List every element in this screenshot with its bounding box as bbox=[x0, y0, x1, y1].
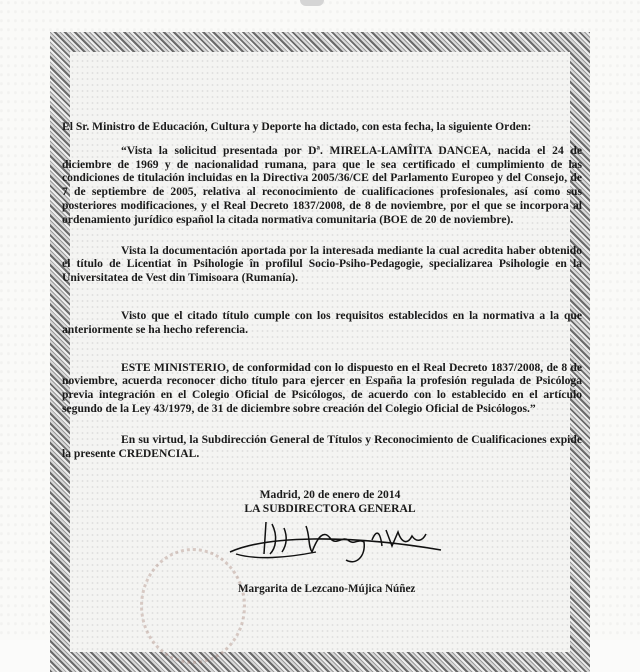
text: , nacida el 24 de diciembre de 1969 y de nacionalidad rumana, para que le sea certificado el cumplimiento de las condiciones de titulación incluidas en la bbox=[62, 143, 583, 185]
handwritten-signature-icon bbox=[226, 516, 446, 564]
paragraph-solicitud bbox=[62, 144, 582, 227]
document-body bbox=[62, 120, 582, 460]
intro-line: El Sr. Ministro de Educación, Cultura y Deporte ha dictado, con esta fecha, la siguiente Orden: bbox=[62, 120, 532, 133]
applicant-name: Dª. MIRELA-LAMÎITA DANCEA bbox=[308, 143, 489, 157]
text: previa integración en el Colegio Oficial de Psicólogos, de acuerdo con lo establecido en el artículo segundo de la Ley 43/1979, de 31 de diciembre sobre creación del Colegio Oficial de Psicólogos.” bbox=[62, 388, 582, 415]
signer-name: Margarita de Lezcano-Mújica Núñez bbox=[238, 583, 416, 595]
paragraph-credencial: En su virtud, la Subdirección General de Títulos y Reconocimiento de Cualificaciones expide la presente CREDENCIAL. bbox=[62, 432, 582, 460]
profession: Psicóloga bbox=[535, 374, 582, 388]
signature-block bbox=[0, 488, 640, 516]
signer-title: LA SUBDIRECTORA GENERAL bbox=[244, 502, 416, 515]
text: ESTE MINISTERIO, de conformidad con lo dispuesto en el Real Decreto 1837/2008, de 8 de noviembre, acuerda reconocer dicho título para ejercer en España la profesión regulada de bbox=[62, 360, 582, 388]
directive-reference: Directiva 2005/36/CE bbox=[262, 171, 369, 185]
punch-mark bbox=[300, 0, 324, 6]
date-line: Madrid, 20 de enero de 2014 bbox=[259, 488, 401, 501]
text: “Vista la solicitud presentada por bbox=[121, 143, 309, 157]
paragraph-documentacion: Vista la documentación aportada por la interesada mediante la cual acredita haber obtenido el título de Licentiat în Psihologie în profilul Socio-Psiho-Pedagogie, specializarea Psihologie en la Universitatea de Vest din Timisoara (Rumanía). bbox=[62, 243, 582, 285]
paragraph-requisitos: Visto que el citado título cumple con los requisitos establecidos en la normativa a la que anteriormente se ha hecho referencia. bbox=[62, 308, 582, 336]
official-stamp-icon bbox=[140, 548, 246, 664]
paragraph-ministerio bbox=[62, 361, 582, 416]
text: del Parlamento Europeo y del Consejo, de 7 de septiembre de 2005, relativa al reconocimiento de cualificaciones profesionales, así como sus posteriores modificaciones, y el Real Decreto 1837/2008, de 8 de noviembre, por el que se incorpora al ordenamiento jurídico español la citada normativa comunitaria (BOE de 20 de noviembre). bbox=[62, 171, 582, 226]
